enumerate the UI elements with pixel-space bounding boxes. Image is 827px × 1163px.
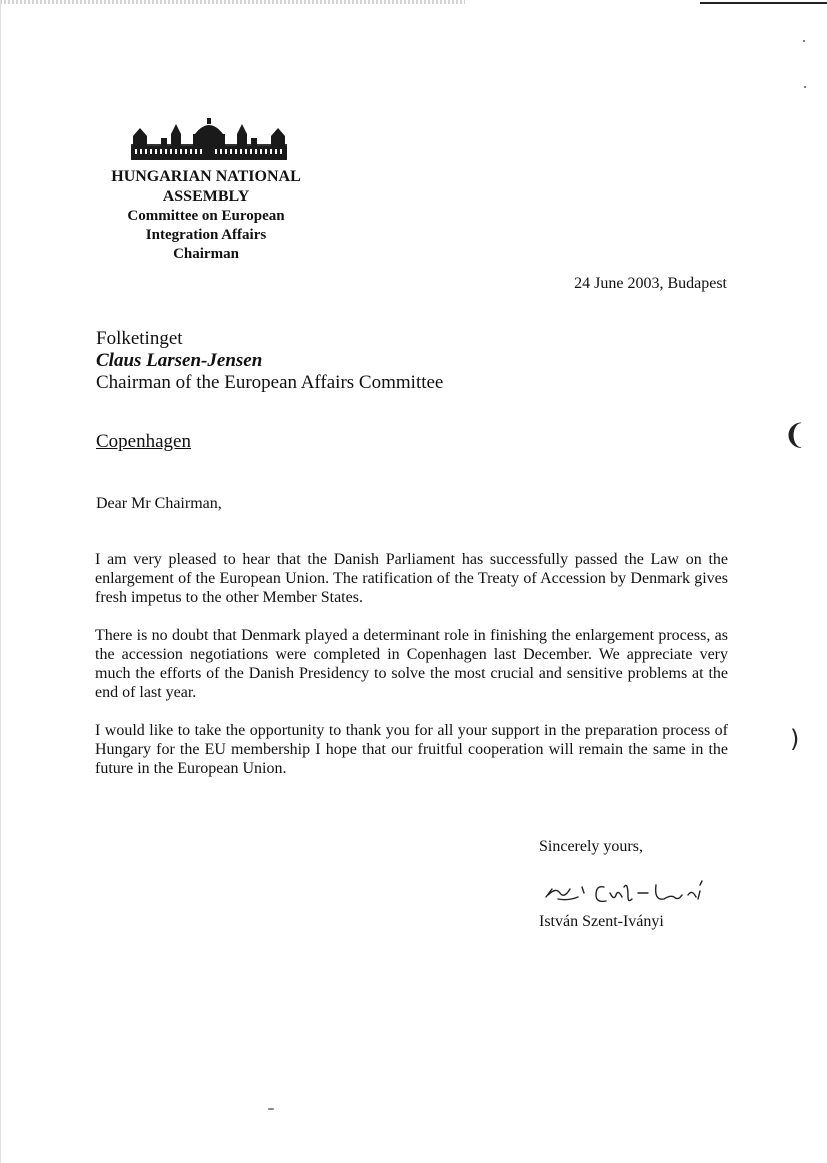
body-paragraph-3: I would like to take the opportunity to thank you for all your support in the preparation process of Hungary for the EU membership I hope that our fruitful cooperation will remain the same in the future in the European Union. [95,722,728,777]
body-paragraph-1: I am very pleased to hear that the Danish Parliament has successfully passed the Law on the enlargement of the European Union. The ratification of the Treaty of Accession by Denmark gives fresh impetus to the other Member States. [95,551,728,606]
closing: Sincerely yours, [539,838,643,855]
letterhead [96,167,316,264]
scan-speck [803,40,805,42]
salutation: Dear Mr Chairman, [96,495,222,512]
assembly-name: HUNGARIAN NATIONAL ASSEMBLY [111,168,301,205]
recipient-title: Chairman of the European Affairs Committee [96,372,444,393]
scan-speck [804,86,806,88]
parliament-building-icon [131,118,287,162]
recipient-block [96,328,443,394]
body-paragraph-2: There is no doubt that Denmark played a determinant role in finishing the enlargement process, as the accession negotiations were completed in Copenhagen last December. We appreciate very much the efforts of the Danish Presidency to solve the most crucial and sensitive problems at the end of last year. [95,627,728,701]
committee-name-line-2: Integration Affairs [145,227,267,243]
signer-name: István Szent-Iványi [539,913,664,930]
handwritten-signature-icon [538,867,738,917]
scan-left-edge [0,0,1,1163]
scan-speck [268,1108,274,1110]
date-place: 24 June 2003, Budapest [574,275,727,292]
recipient-name: Claus Larsen-Jensen [96,350,263,371]
punch-hole-mark: ) [790,725,800,753]
scan-edge-rule [700,2,827,4]
letter-body [95,550,728,797]
punch-hole-mark: ❨ [783,418,807,451]
recipient-organization: Folketinget [96,328,183,349]
sender-role: Chairman [173,246,239,262]
recipient-city: Copenhagen [96,431,191,452]
committee-name-line-1: Committee on European [127,208,285,224]
scan-edge-top [0,0,465,4]
